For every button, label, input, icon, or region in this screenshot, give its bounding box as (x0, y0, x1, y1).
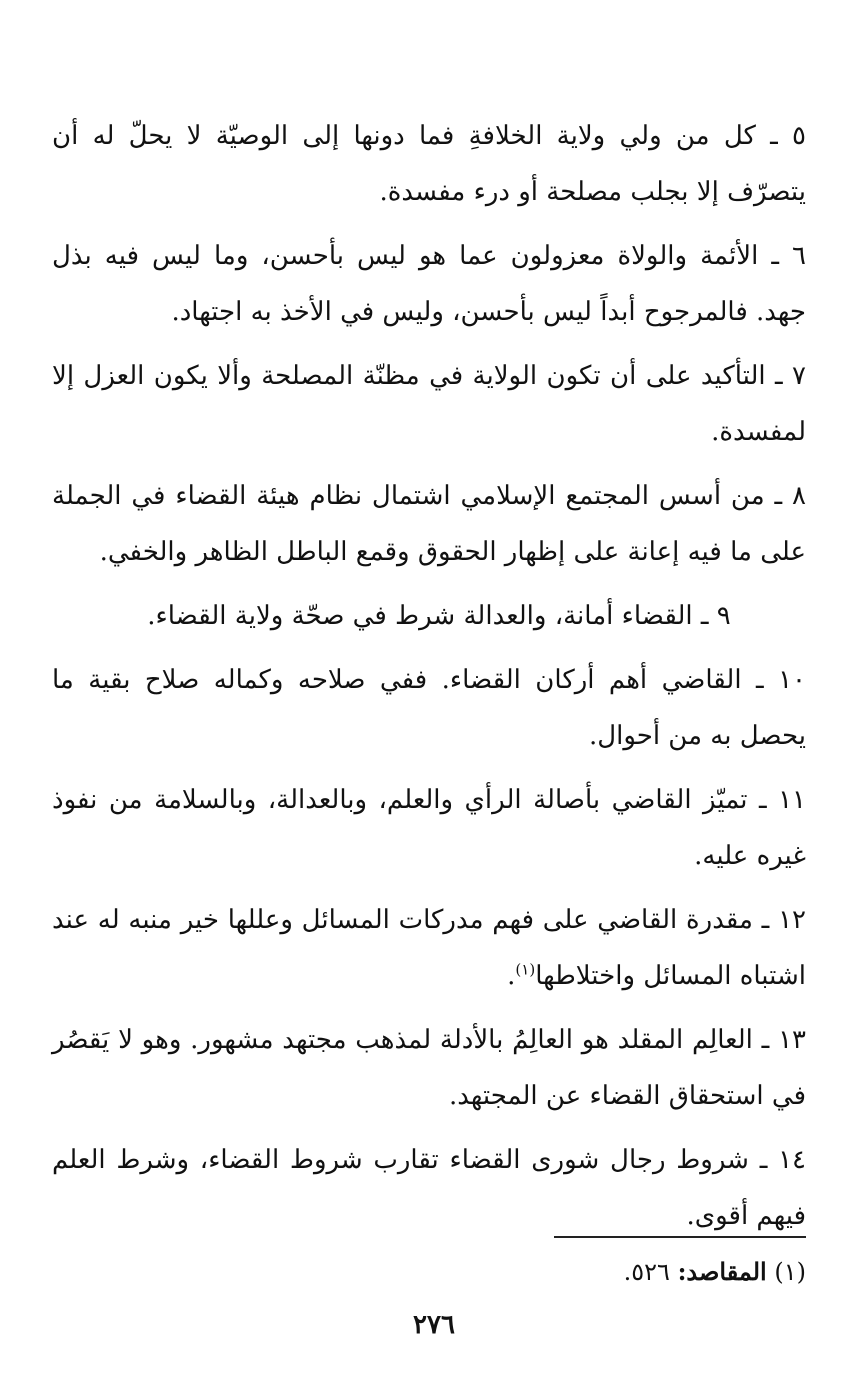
footnote-value: ٥٢٦. (623, 1258, 670, 1286)
main-text (52, 108, 806, 1252)
footnote-label: المقاصد: (677, 1257, 767, 1286)
footnote-divider (554, 1236, 806, 1238)
paragraph-13: ١٣ ـ العالِم المقلد هو العالِمُ بالأدلة لمذهب مجتهد مشهور. وهو لا يَقصُر في استحقاق القضاء عن المجتهد. (52, 1025, 806, 1111)
paragraph-10: ١٠ ـ القاضي أهم أركان القضاء. ففي صلاحه وكماله صلاح بقية ما يحصل به من أحوال. (52, 665, 806, 751)
paragraph-11: ١١ ـ تميّز القاضي بأصالة الرأي والعلم، وبالعدالة، وبالسلامة من نفوذ غيره عليه. (52, 785, 806, 871)
footnote-reference: (١) (515, 960, 536, 979)
paragraph-12-text: ١٢ ـ مقدرة القاضي على فهم مدركات المسائل وعللها خير منبه له عند اشتباه المسائل واختلاطها (52, 905, 806, 991)
page-number: ٢٧٦ (413, 1310, 455, 1340)
footnote-marker: (١) (774, 1258, 806, 1286)
paragraph-7: ٧ ـ التأكيد على أن تكون الولاية في مظنّة المصلحة وألا يكون العزل إلا لمفسدة. (52, 361, 806, 447)
paragraph-12 (52, 892, 806, 1004)
paragraph-9: ٩ ـ القضاء أمانة، والعدالة شرط في صحّة ولاية القضاء. (147, 601, 731, 631)
paragraph-5: ٥ ـ كل من ولي ولاية الخلافةِ فما دونها إلى الوصيّة لا يحلّ له أن يتصرّف إلا بجلب مصلحة أو درء مفسدة. (52, 121, 806, 207)
paragraph-14: ١٤ ـ شروط رجال شورى القضاء تقارب شروط القضاء، وشرط العلم فيهم أقوى. (52, 1145, 806, 1231)
paragraph-8: ٨ ـ من أسس المجتمع الإسلامي اشتمال نظام هيئة القضاء في الجملة على ما فيه إعانة على إظهار الحقوق وقمع الباطل الظاهر والخفي. (52, 481, 806, 567)
footnote (624, 1252, 806, 1292)
paragraph-6: ٦ ـ الأئمة والولاة معزولون عما هو ليس بأحسن، وما ليس فيه بذل جهد. فالمرجوح أبداً ليس بأحسن، وليس في الأخذ به اجتهاد. (52, 241, 806, 327)
paragraph-12-end: . (507, 961, 516, 991)
